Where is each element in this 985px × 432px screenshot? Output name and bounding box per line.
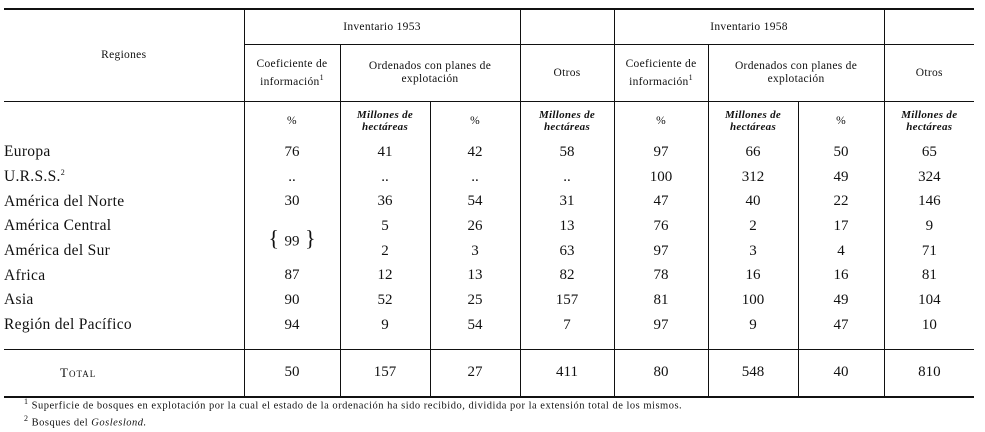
data-cell: 17: [798, 214, 884, 239]
region-label: América Central: [4, 217, 112, 235]
data-cell: 94: [244, 313, 340, 338]
coef-header-1953: Coeficiente de información$^1$: [244, 45, 340, 102]
data-cell: 78: [614, 263, 708, 288]
others-header-1953: Otros: [520, 45, 614, 102]
data-cell: 47: [614, 189, 708, 214]
unit-millions-ha: Millones de hectáreas: [884, 102, 974, 141]
data-cell: 81: [884, 263, 974, 288]
data-cell: 26: [430, 214, 520, 239]
unit-percent: %: [798, 102, 884, 141]
data-cell: ..: [430, 165, 520, 190]
data-cell: 49: [798, 288, 884, 313]
total-cell: 157: [340, 349, 430, 397]
data-cell: 81: [614, 288, 708, 313]
data-cell: 76: [614, 214, 708, 239]
data-cell: 97: [614, 239, 708, 264]
forest-inventory-table: [4, 8, 974, 398]
data-cell: 9: [708, 313, 798, 338]
data-cell: 3: [708, 239, 798, 264]
unit-percent: %: [244, 102, 340, 141]
data-cell: 76: [244, 140, 340, 165]
data-cell: 40: [708, 189, 798, 214]
data-cell: 52: [340, 288, 430, 313]
data-cell: 50: [798, 140, 884, 165]
total-cell: 40: [798, 349, 884, 397]
americas-merged-cell: [244, 214, 340, 263]
header-blank-1953: [520, 9, 614, 45]
others-header-1958: Otros: [884, 45, 974, 102]
data-cell: 66: [708, 140, 798, 165]
data-cell: 36: [340, 189, 430, 214]
data-cell: 2: [340, 239, 430, 264]
region-label: U.R.S.S.$^2$: [4, 167, 65, 186]
data-cell: 90: [244, 288, 340, 313]
unit-percent: %: [614, 102, 708, 141]
footnote-2: $^2$ Bosques del Gosleslond.: [24, 413, 147, 428]
data-cell: 7: [520, 313, 614, 338]
forest-inventory-table-container: [4, 8, 974, 398]
data-cell: 100: [708, 288, 798, 313]
ordered-header-1958: Ordenados con planes de explotación: [708, 45, 884, 102]
total-cell: 810: [884, 349, 974, 397]
region-label: América del Norte: [4, 192, 125, 210]
total-label: Total: [4, 349, 244, 397]
region-label: Europa: [4, 143, 51, 161]
data-cell: 97: [614, 313, 708, 338]
data-cell: 49: [798, 165, 884, 190]
total-cell: 80: [614, 349, 708, 397]
table-row: [4, 239, 974, 264]
unit-millions-ha: Millones de hectáreas: [708, 102, 798, 141]
table-row: [4, 288, 974, 313]
data-cell: 47: [798, 313, 884, 338]
data-cell: 3: [430, 239, 520, 264]
data-cell: 2: [708, 214, 798, 239]
data-body: [4, 140, 974, 338]
footnote-1: $^1$ Superficie de bosques en explotación por la cual el estado de la ordenación ha sido recibido, dividida por la extensión total de los mismos.: [24, 397, 683, 412]
data-cell: 12: [340, 263, 430, 288]
regions-header: Regiones: [4, 9, 244, 102]
data-cell: 71: [884, 239, 974, 264]
data-cell: 65: [884, 140, 974, 165]
data-cell: 5: [340, 214, 430, 239]
table-row: [4, 189, 974, 214]
header-blank-1958: [884, 9, 974, 45]
data-cell: 100: [614, 165, 708, 190]
data-cell: 42: [430, 140, 520, 165]
total-cell: 411: [520, 349, 614, 397]
data-cell: 25: [430, 288, 520, 313]
data-cell: 16: [798, 263, 884, 288]
data-cell: 13: [430, 263, 520, 288]
data-cell: 146: [884, 189, 974, 214]
footnotes: [24, 396, 682, 429]
data-cell: 13: [520, 214, 614, 239]
data-cell: 22: [798, 189, 884, 214]
unit-millions-ha: Millones de hectáreas: [340, 102, 430, 141]
region-label: Africa: [4, 266, 46, 284]
data-cell: 324: [884, 165, 974, 190]
right-brace-icon: }: [299, 225, 316, 251]
total-row: [4, 349, 974, 397]
data-cell: 16: [708, 263, 798, 288]
inventory-1953-header: Inventario 1953: [244, 9, 520, 45]
data-cell: 87: [244, 263, 340, 288]
table-row: [4, 263, 974, 288]
data-cell: 58: [520, 140, 614, 165]
data-cell: 9: [884, 214, 974, 239]
data-cell: ..: [340, 165, 430, 190]
region-label: Asia: [4, 291, 34, 309]
table-row: [4, 165, 974, 190]
data-cell: 30: [244, 189, 340, 214]
region-label: Región del Pacífico: [4, 316, 132, 334]
data-cell: 63: [520, 239, 614, 264]
ordered-header-1953: Ordenados con planes de explotación: [340, 45, 520, 102]
coef-header-1958: Coeficiente de información$^1$: [614, 45, 708, 102]
left-brace-icon: {: [268, 225, 285, 251]
data-cell: 41: [340, 140, 430, 165]
data-cell: 4: [798, 239, 884, 264]
region-label: América del Sur: [4, 242, 111, 260]
data-cell: 54: [430, 189, 520, 214]
data-cell: 82: [520, 263, 614, 288]
data-cell: 10: [884, 313, 974, 338]
inventory-1958-header: Inventario 1958: [614, 9, 884, 45]
total-cell: 27: [430, 349, 520, 397]
data-cell: 54: [430, 313, 520, 338]
unit-percent: %: [430, 102, 520, 141]
data-cell: ..: [520, 165, 614, 190]
unit-row-regions: [4, 102, 244, 141]
americas-merged-value: { 99 }: [268, 225, 316, 251]
data-cell: 9: [340, 313, 430, 338]
data-cell: ..: [244, 165, 340, 190]
table-row: [4, 313, 974, 338]
total-cell: 548: [708, 349, 798, 397]
total-cell: 50: [244, 349, 340, 397]
data-cell: 104: [884, 288, 974, 313]
data-cell: 312: [708, 165, 798, 190]
data-cell: 31: [520, 189, 614, 214]
data-cell: 157: [520, 288, 614, 313]
unit-millions-ha: Millones de hectáreas: [520, 102, 614, 141]
table-row: [4, 214, 974, 239]
table-row: [4, 140, 974, 165]
data-cell: 97: [614, 140, 708, 165]
